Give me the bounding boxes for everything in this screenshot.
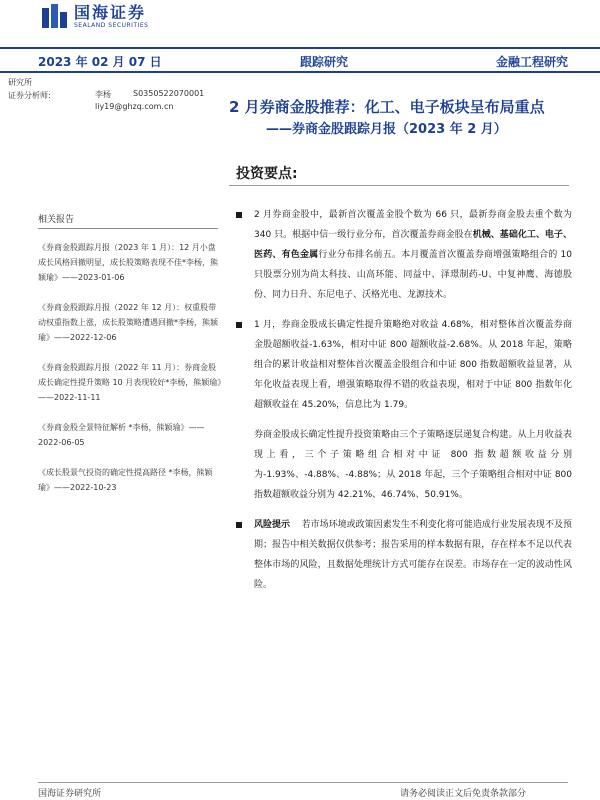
report-category: 跟踪研究 — [300, 55, 349, 69]
risk-warning — [236, 515, 572, 595]
logo-cn-text: 国海证券 — [74, 3, 147, 22]
bullet-square-icon — [236, 322, 242, 328]
related-report-item[interactable]: 《券商金股跟踪月报（2023 年 1 月）：12 月小盘成长风格回撤明显，成长股策略表现不佳*李杨，熊颖瑜》——2023-01-06 — [38, 243, 218, 282]
analyst-labels — [8, 76, 51, 102]
key-points-divider — [229, 185, 569, 186]
key-points-heading: 投资要点: — [236, 166, 298, 182]
key-point-2-text: 1 月，券商金股成长确定性提升策略绝对收益 4.68%，相对整体首次覆盖券商金股超额收益-1.63%，相对中证 800 超额收益-2.68%。从 2018 年起，策略组合的累计收益相对整体首次覆盖金股组合和中证 800 指数超额收益显著，从年化收益表现上看，增强策略取得不错的收益表现，相对于中证 800 指数年化超额收益在 45.20%，信息比为 1.79。 — [254, 320, 572, 410]
key-points-list — [236, 205, 572, 605]
risk-text: 若市场环境或政策因素发生不利变化将可能造成行业发展表现不及预期；报告中相关数据仅供参考；报告采用的样本数据有限，存在样本不足以代表整体市场的风险，且数据处理统计方式可能存在误差。市场存在一定的波动性风险。 — [254, 520, 572, 590]
key-point-1-industries: 机械、基础化工、电子、医药、有色金属 — [254, 230, 572, 260]
related-report-item[interactable]: 《券商金股全景特征解析 *李杨，熊颖瑜》——2022-06-05 — [38, 423, 205, 447]
key-point-3 — [236, 425, 572, 505]
key-point-1-text-a: 2 月券商金股中，最新首次覆盖金股个数为 66 只，最新券商金股去重个数为 340 只。根据中信一级行业分布，首次覆盖券商金股在 — [254, 210, 572, 240]
related-reports-list — [38, 240, 222, 510]
footer-institute: 国海证券研究所 — [38, 789, 102, 799]
footer-disclaimer: 请务必阅读正文后免责条款部分 — [400, 789, 527, 799]
related-report-item[interactable]: 《券商金股跟踪月报（2022 年 11 月）：券商金股成长确定性提升策略 10 月表现较好*李杨，熊颖瑜》——2022-11-11 — [38, 363, 222, 402]
related-divider — [38, 228, 218, 229]
key-point-1-text-b: 行业分布排名前五。本月覆盖首次覆盖券商增强策略组合的 10 只股票分别为尚太科技、山高环能、同益中、泽璟制药-U、中复神鹰、海德股份、同力日升、东尼电子、沃格光电、龙源技术。 — [254, 250, 572, 300]
report-dept: 金融工程研究 — [496, 55, 569, 69]
analyst-role-label: 证券分析师: — [8, 91, 51, 100]
analyst-cert: S0350522070001 — [133, 89, 205, 98]
institute-label: 研究所 — [8, 78, 32, 87]
bullet-square-icon — [236, 212, 242, 218]
risk-label: 风险提示 — [254, 520, 291, 530]
report-subtitle: ——券商金股跟踪月报（2023 年 2 月） — [266, 122, 507, 137]
report-title: 2 月券商金股推荐：化工、电子板块呈布局重点 — [229, 98, 545, 116]
report-date: 2023 年 02 月 07 日 — [38, 55, 162, 69]
logo-en-text: SEALAND SECURITIES — [74, 22, 149, 29]
key-point-1 — [236, 205, 572, 305]
key-point-3-text: 券商金股成长确定性提升投资策略由三个子策略逐层递复合构建。从上月收益表现上看，三个子策略组合相对中证 800 指数超额收益分别为-1.93%、-4.88%、-4.88%；从 2018 年起，三个子策略组合相对中证 800 指数超额收益分别为 42.21%、46.74%、50.91%。 — [254, 430, 572, 500]
analyst-name: 李杨 — [95, 90, 111, 99]
related-reports-title: 相关报告 — [38, 215, 75, 225]
logo-mark-icon — [42, 4, 68, 30]
related-report-item[interactable]: 《成长股景气投资的确定性提高路径 *李杨，熊颖瑜》——2022-10-23 — [38, 468, 213, 492]
related-report-item[interactable]: 《券商金股跟踪月报（2022 年 12 月）：权重股带动权重指数上涨，成长股策略遭遇回撤*李杨，熊颖瑜》——2022-12-06 — [38, 303, 218, 342]
bullet-square-icon — [236, 522, 242, 528]
company-logo — [42, 4, 148, 30]
footer-divider — [38, 782, 568, 783]
key-point-2 — [236, 315, 572, 415]
analyst-email[interactable]: liy19@ghzq.com.cn — [95, 102, 174, 111]
header-bar — [0, 47, 600, 73]
